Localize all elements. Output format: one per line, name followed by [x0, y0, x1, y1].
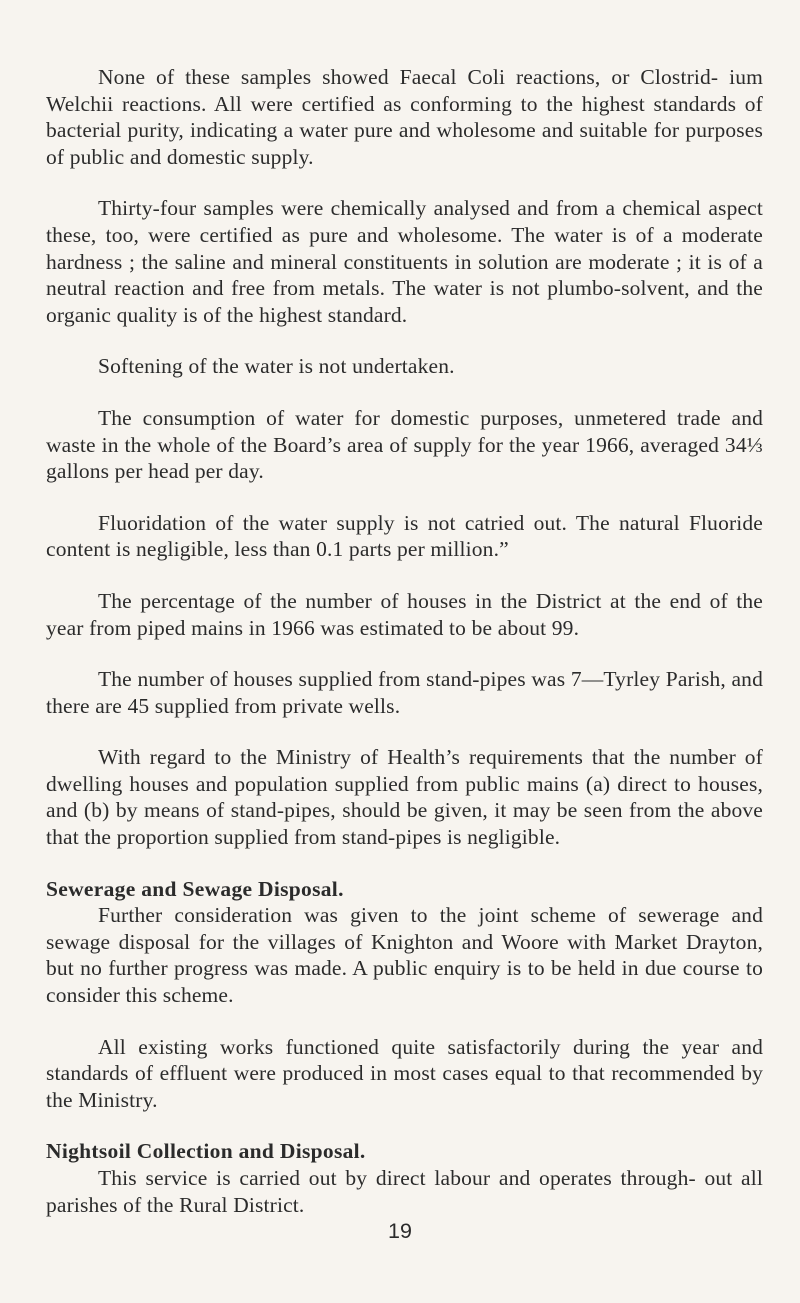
page-number: 19	[388, 1219, 412, 1243]
paragraph-softening: Softening of the water is not undertaken.	[98, 354, 455, 379]
paragraph-consumption: The consumption of water for domestic purposes, unmetered trade and waste in the whole of the Board’s area of supply for the year 1966, averaged 34⅓ gallons per head per day.	[46, 405, 763, 484]
paragraph-sewerage-works: All existing works functioned quite satisfactorily during the year and standards of effluent were produced in most cases equal to that recommended by the Ministry.	[46, 1034, 763, 1112]
paragraph-stand-pipes: The number of houses supplied from stand-pipes was 7—Tyrley Parish, and there are 45 supplied from private wells.	[46, 667, 763, 718]
paragraph-chemical-analysis: Thirty-four samples were chemically analysed and from a chemical aspect these, too, were certified as pure and wholesome. The water is of a moderate hardness ; the saline and mineral constituents in solution are moderate ; it is of a neutral reaction and free from metals. The water is not plumbo-solvent, and the organic quality is of the highest standard.	[46, 196, 763, 327]
paragraph-bacterial-purity: None of these samples showed Faecal Coli reactions, or Clostrid- ium Welchii reactions. All were certified as conforming to the highest standards of bacterial purity, indicating a water pure and wholesome and suitable for purposes of public and domestic supply.	[46, 65, 763, 169]
heading-sewerage: Sewerage and Sewage Disposal.	[46, 876, 344, 901]
document-page	[46, 64, 763, 1218]
paragraph-nightsoil-service: This service is carried out by direct labour and operates through- out all parishes of the Rural District.	[46, 1166, 763, 1217]
paragraph-fluoridation: Fluoridation of the water supply is not catried out. The natural Fluoride content is negligible, less than 0.1 parts per million.”	[46, 510, 763, 562]
paragraph-ministry-requirements: With regard to the Ministry of Health’s requirements that the number of dwelling houses and population supplied from public mains (a) direct to houses, and (b) by means of stand-pipes, should be given, it may be seen from the above that the proportion supplied from stand-pipes is negligible.	[46, 745, 763, 850]
paragraph-piped-mains: The percentage of the number of houses in the District at the end of the year from piped mains in 1966 was estimated to be about 99.	[46, 588, 763, 640]
paragraph-sewerage-scheme: Further consideration was given to the joint scheme of sewerage and sewage disposal for the villages of Knighton and Woore with Market Drayton, but no further progress was made. A public enquiry is to be held in due course to consider this scheme.	[46, 903, 763, 1008]
heading-nightsoil: Nightsoil Collection and Disposal.	[46, 1139, 366, 1164]
